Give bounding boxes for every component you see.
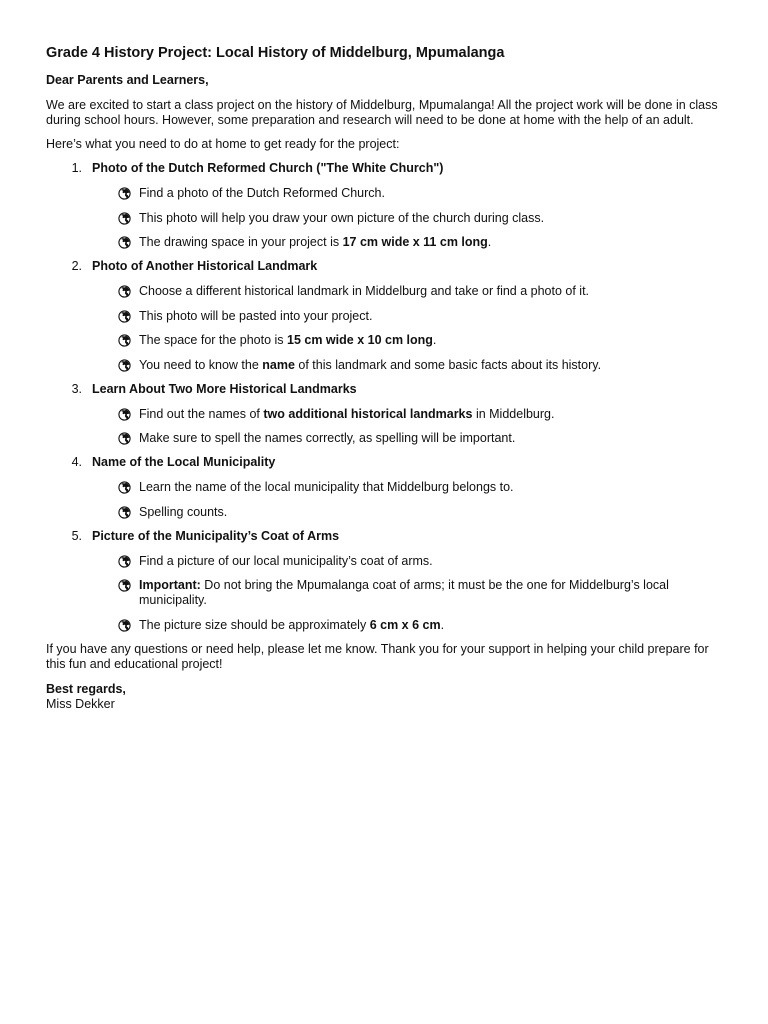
signature-name: Miss Dekker: [46, 696, 115, 711]
bullet-text: [139, 284, 726, 299]
task-item: [46, 529, 726, 633]
text-run: This photo will be pasted into your project.: [139, 308, 373, 323]
bullet-list: [46, 480, 726, 520]
task-number: 2.: [71, 259, 82, 273]
text-run: .: [487, 235, 492, 249]
bullet-item: [46, 211, 726, 226]
bold-text: Important:: [139, 578, 201, 592]
text-run: .: [440, 617, 445, 632]
task-list: [46, 161, 726, 633]
task-item: [46, 455, 726, 520]
bullet-text: [139, 431, 726, 446]
bullet-text: [139, 333, 726, 348]
bullet-item: [46, 309, 726, 324]
intro-paragraph: We are excited to start a class project on the history of Middelburg, Mpumalanga! All the project work will be done in class during school hours. However, some preparation and research will need to be done at home with the help of an adult.: [46, 98, 718, 127]
globe-icon: [116, 407, 132, 422]
bullet-text: [139, 554, 726, 569]
bullet-item: [46, 554, 726, 569]
task-title: Photo of Another Historical Landmark: [92, 259, 318, 273]
globe-icon: [116, 554, 132, 569]
bold-text: 17 cm wide x 11 cm long: [342, 235, 488, 249]
text-run: in Middelburg.: [472, 406, 555, 421]
bullet-text: [139, 186, 726, 201]
bullet-item: [46, 505, 726, 520]
text-run: Do not bring the Mpumalanga coat of arms; it must be the one for Middelburg’s local municipality.: [139, 578, 669, 607]
bullet-text: [139, 309, 726, 324]
signoff: [46, 682, 726, 712]
task-heading: [46, 529, 726, 544]
bullet-list: [46, 554, 726, 633]
globe-icon: [116, 480, 132, 495]
task-title: Photo of the Dutch Reformed Church ("The White Church"): [92, 161, 444, 175]
bold-text: 15 cm wide x 10 cm long: [287, 333, 433, 347]
bullet-text: [139, 618, 726, 633]
text-run: The drawing space in your project is: [139, 235, 343, 249]
bullet-item: [46, 480, 726, 495]
task-item: [46, 382, 726, 447]
bullet-list: [46, 407, 726, 447]
text-run: Learn the name of the local municipality that Middelburg belongs to.: [139, 480, 514, 494]
globe-icon: [116, 578, 132, 593]
instruction-paragraph: Here’s what you need to do at home to get ready for the project:: [46, 137, 400, 151]
globe-icon: [116, 358, 132, 373]
text-run: Find out the names of: [139, 406, 264, 421]
bullet-text: [139, 578, 726, 608]
bullet-text: [139, 211, 726, 226]
globe-icon: [116, 235, 132, 250]
text-run: This photo will help you draw your own picture of the church during class.: [139, 210, 545, 225]
globe-icon: [116, 211, 132, 226]
document-page: [46, 44, 726, 712]
bold-text: name: [262, 357, 295, 372]
task-heading: [46, 161, 726, 176]
bullet-text: [139, 480, 726, 495]
document-title: Grade 4 History Project: Local History of Middelburg, Mpumalanga: [46, 45, 505, 61]
bullet-item: [46, 407, 726, 422]
text-run: Choose a different historical landmark in Middelburg and take or find a photo of it.: [139, 284, 590, 298]
text-run: The space for the photo is: [139, 333, 288, 347]
bold-text: 6 cm x 6 cm: [369, 617, 441, 632]
globe-icon: [116, 186, 132, 201]
text-run: Find a photo of the Dutch Reformed Church.: [139, 186, 385, 200]
bullet-item: [46, 186, 726, 201]
task-number: 1.: [71, 161, 82, 175]
text-run: The picture size should be approximately: [139, 617, 370, 632]
salutation: Dear Parents and Learners,: [46, 73, 209, 87]
bullet-item: [46, 618, 726, 633]
task-title: Name of the Local Municipality: [92, 455, 276, 469]
bullet-text: [139, 235, 726, 250]
globe-icon: [116, 618, 132, 633]
task-heading: [46, 455, 726, 470]
bullet-item: [46, 578, 726, 608]
globe-icon: [116, 333, 132, 348]
bullet-item: [46, 235, 726, 250]
text-run: You need to know the: [139, 357, 263, 372]
bullet-item: [46, 333, 726, 348]
bold-text: two additional historical landmarks: [263, 406, 473, 421]
text-run: Spelling counts.: [139, 504, 228, 519]
text-run: of this landmark and some basic facts about its history.: [294, 357, 602, 372]
task-title: Learn About Two More Historical Landmarks: [92, 381, 357, 396]
task-number: 5.: [71, 528, 82, 543]
text-run: Find a picture of our local municipality’s coat of arms.: [139, 553, 433, 568]
closing-paragraph: If you have any questions or need help, please let me know. Thank you for your support in helping your child prepare for this fun and educational project!: [46, 641, 709, 671]
bullet-list: [46, 186, 726, 250]
regards-text: Best regards,: [46, 681, 126, 696]
globe-icon: [116, 431, 132, 446]
bullet-item: [46, 284, 726, 299]
bullet-item: [46, 358, 726, 373]
task-title: Picture of the Municipality’s Coat of Arms: [92, 528, 340, 543]
bullet-text: [139, 358, 726, 373]
task-item: [46, 259, 726, 373]
bullet-item: [46, 431, 726, 446]
globe-icon: [116, 284, 132, 299]
bullet-list: [46, 284, 726, 373]
task-number: 4.: [71, 455, 82, 469]
bullet-text: [139, 407, 726, 422]
bullet-text: [139, 505, 726, 520]
task-item: [46, 161, 726, 250]
globe-icon: [116, 309, 132, 324]
task-heading: [46, 382, 726, 397]
text-run: Make sure to spell the names correctly, as spelling will be important.: [139, 431, 516, 445]
globe-icon: [116, 505, 132, 520]
task-number: 3.: [71, 381, 82, 396]
task-heading: [46, 259, 726, 274]
text-run: .: [432, 333, 437, 347]
